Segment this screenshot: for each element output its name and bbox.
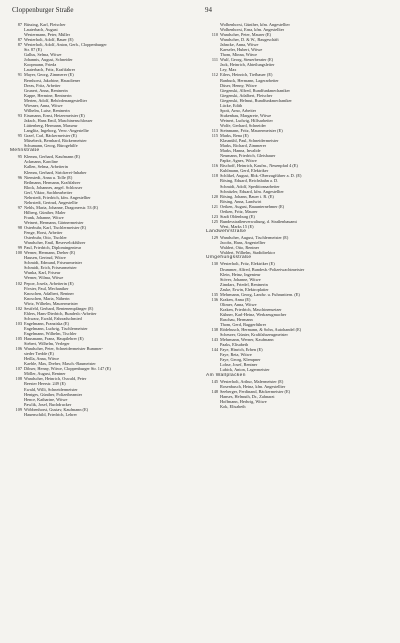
resident-text: Faye, Hinrich, Erben (E) — [220, 347, 263, 353]
resident-text: Nehrstedt, Gertrud, Angestellte — [24, 199, 78, 205]
resident-text: Mehrmann, Georg, Landw. u. Fuhrunttern. (E) — [220, 291, 300, 297]
resident-text: Oetken, August, Bauunternehmer (E) — [220, 203, 285, 209]
resident-text: Werner, Hermann, Dreher (E) — [24, 250, 76, 256]
resident-text: Spott, Arno, Arbeiter — [220, 107, 257, 113]
resident-text: Rosenbusch, Heinz, kfm. Angestellter — [220, 383, 286, 389]
resident-text: Mehrmann, Werner, Kaufmann — [220, 337, 274, 343]
resident-text: Faye, Georg, Klempner — [220, 357, 261, 363]
house-number: 112 — [211, 72, 218, 78]
resident-text: Stukenbau, Margarete, Witwe — [220, 112, 272, 118]
resident-text: Bischoff, Heinrich, Kaufm., Neuenpfad 4 (E) — [220, 163, 298, 169]
resident-text: Frank, Johanne, Witwe — [24, 214, 64, 220]
resident-text: Ehlers, Hans-Diedrich, Bundesb.-Arbeiter — [24, 310, 97, 316]
resident-text: Bernhorst, Jakobine, Hausdiener — [24, 77, 81, 83]
house-number: 143 — [211, 337, 218, 343]
resident-text: Förster, Paul, Mechaniker — [24, 285, 69, 291]
resident-text: Zimdars, Friedel, Rentnerin — [220, 281, 268, 287]
resident-text: Faye, Reta, Witwe — [220, 352, 252, 358]
house-number: 87 — [17, 42, 22, 48]
resident-text: Möller, August, Rentner — [24, 371, 66, 377]
house-number: 118 — [211, 173, 218, 179]
house-number: 95 — [17, 154, 22, 160]
resident-text: Marks, Richard, Zimmerer — [220, 143, 267, 149]
resident-text: Kraken, Friedrich, Maschinensetzer — [220, 306, 282, 312]
house-number: 148 — [211, 388, 218, 394]
right-column — [206, 22, 388, 409]
resident-text: Str. 87 (E) — [24, 47, 42, 53]
directory-entry — [206, 404, 388, 409]
house-number: 116 — [211, 163, 218, 169]
resident-text: Knoschen, Maria, Näherin — [24, 295, 70, 301]
resident-text: Lubick, Anton, Lagermeister — [220, 367, 270, 373]
resident-text: Engelmann, Franziska (E) — [24, 320, 69, 326]
resident-text: Lohse, Josef, Rentner — [220, 362, 258, 368]
resident-text: Klemm, Gerhard, Kaufmann (E) — [24, 154, 80, 160]
house-number: 120 — [211, 193, 218, 199]
resident-text: Schmidt, Edmund, Friseurmeister — [24, 260, 83, 266]
resident-text: Nehrstedt, Friedrich, kfm. Angestellter — [24, 194, 91, 200]
resident-text: Langlitz, Ingeborg, Verw.-Angestellte — [24, 127, 89, 133]
resident-text: Hentges, Günther, Polizeibeamter — [24, 391, 83, 397]
house-number: 136 — [211, 296, 218, 302]
resident-text: Jahncke, Anna, Witwe — [220, 42, 259, 48]
house-number: 109 — [15, 406, 22, 412]
house-number: 135 — [211, 291, 218, 297]
resident-text: Hanses, Helmuth, Dr., Zahnarzt — [220, 393, 275, 399]
resident-text: Wöbbenhorst, Gustav, Kaufmann (E) — [24, 406, 89, 412]
resident-text: Düser, Henny, Witwe — [220, 82, 257, 88]
resident-text: Klein, Heinz, Ingenieur — [220, 271, 261, 277]
house-number: 100 — [15, 250, 22, 256]
resident-text: Steinmann, Fritz, Maurermeister (E) — [220, 127, 283, 133]
resident-text: Müsebeck, Bernhard, Bäckermeister — [24, 138, 87, 144]
resident-text: Paul, Friedrich, Diplomingenieur — [24, 245, 82, 251]
resident-text: Nienstedt, Anna u. Tolle (E) — [24, 174, 73, 180]
house-number: 144 — [211, 347, 218, 353]
resident-text: Wiesner, Anna, Witwe — [24, 102, 63, 108]
resident-text: Raschau, Hermann — [220, 317, 253, 322]
resident-text: Hausmann, Franz, Hauptlehrer (E) — [24, 336, 84, 342]
resident-text: Werner, Wilma, Witwe — [24, 275, 64, 281]
resident-text: Westerholt, Adolf, Anton, Gerh., Cloppenburger — [24, 42, 107, 48]
resident-text: Klemm, Gerhard, Strickerei-Inhaber — [24, 169, 87, 175]
resident-text: Bösing, Johann, Bauer i. R. (E) — [220, 193, 274, 199]
house-number: 123 — [211, 213, 218, 219]
resident-text: Hauenschild, Friedrich, Lehrer — [24, 411, 77, 417]
resident-text: Wandscher, Peter, Maurer (E) — [220, 32, 271, 38]
resident-text: Wilhelm, Luise, Rentnerin — [24, 107, 70, 113]
resident-text: Knoschen, Adalbert, Rentner — [24, 290, 74, 296]
house-number: 105 — [15, 336, 22, 342]
resident-text: Kühner, Karl-Heinz, Werkzeugmacher — [220, 311, 287, 317]
resident-text: Fenge, Horst, Arbeiter — [24, 230, 63, 236]
resident-text: Marks, Rena (E) — [220, 133, 249, 139]
resident-text: Stadt Oldenburg (E) — [220, 213, 255, 219]
resident-text: Bösing, Eduard, Reichsbahn a. D. — [220, 178, 279, 184]
resident-text: Nehls, Maria, Johanne, Dragonerstr. 53 (E) — [24, 204, 99, 210]
resident-text: Beilmann, Hermann, Kraftfahrer — [24, 179, 81, 185]
resident-text: Dibser, Henny, Witwe, Cloppenburger Str. 147 (E) — [24, 366, 111, 372]
house-number: 138 — [211, 327, 218, 333]
resident-text: Hoffmann, Hedwig, Witwe — [220, 398, 267, 404]
section-heading: Landwehrstraße — [206, 228, 247, 234]
resident-text: Westerholt, Arthur, Malermeister (E) — [220, 378, 284, 384]
resident-text: Ewald, Willi, Schneidermeister — [24, 386, 78, 392]
house-number: 145 — [211, 378, 218, 384]
house-number: 98 — [17, 225, 22, 231]
resident-text: Wulf, Georg, Steuerberater (E) — [220, 57, 274, 63]
resident-text: Hilberg, Günther, Maler — [24, 209, 66, 215]
resident-text: Engelmann, Wilhelm, Tischler — [24, 331, 77, 336]
resident-text: Block, Johannes, angel. Schlosser — [24, 184, 83, 190]
resident-text: Lüttenberg, Hermann, Masseur — [24, 122, 78, 128]
resident-text: Eissmann, Ernst, Heizermeister (E) — [24, 112, 85, 118]
resident-text: Jacobs, Hans, Angestellter — [220, 240, 266, 246]
resident-text: Lauterbach, Fritz, Kraftfahrer — [24, 67, 76, 73]
house-number: 129 — [211, 235, 218, 241]
house-number: 111 — [211, 57, 218, 63]
resident-text: Hence, Katharine, Witwe — [24, 396, 68, 402]
resident-text: Wandscher, Peter, Schneidermeister Bummer- — [24, 346, 104, 352]
resident-text: Wolfe, Gerhard, Schneider — [220, 122, 266, 128]
house-number: 103 — [15, 320, 22, 326]
resident-text: Gallus, Selma, Witwe — [24, 52, 62, 58]
resident-text: Beester Heerstr. 249 (E) — [24, 381, 66, 387]
resident-text: Wandscher, Heinrich, Oswald, Peter — [24, 376, 87, 382]
section-heading: Umgehungsstraße — [206, 255, 252, 261]
resident-text: Siebert, Wilhelm, Verleger — [24, 341, 70, 347]
resident-text: Pawlik, Josef, Buchdrucker — [24, 401, 72, 407]
resident-text: Oetken, Fritz, Maurer — [220, 208, 258, 214]
resident-text: Heilla, Anna, Witwe — [24, 356, 60, 362]
resident-text: Ley, Max — [220, 67, 237, 73]
resident-text: Drummer, Alfred, Bundesb.-Polizeiwachtmeister — [220, 266, 305, 272]
resident-text: Wunka, Karl, Friseur — [24, 270, 61, 276]
house-number: 113 — [211, 127, 218, 133]
house-number: 108 — [15, 376, 22, 382]
resident-text: Büssing, Karl, Fleischer — [24, 22, 66, 27]
house-number: 107 — [15, 366, 22, 372]
section-heading: Am Wallplacken — [206, 372, 246, 378]
resident-text: Kraken, Anna (E) — [220, 296, 251, 302]
house-number: 130 — [211, 261, 218, 267]
street-heading: Cloppenburger Straße — [12, 6, 74, 14]
house-number: 102 — [15, 280, 22, 286]
resident-text: Paaks, Elisabeth — [220, 342, 249, 348]
resident-text: Engelmann, Ludwig, Tischlermeister — [24, 325, 88, 331]
resident-text: Bösing, Anna, Landwirt — [220, 198, 262, 204]
resident-text: Wolbenhorst, Erna, kfm. Angestellter — [220, 27, 285, 33]
page-number: 94 — [205, 6, 212, 14]
resident-text: Schnitzler, Eduard, kfm. Angestellter — [220, 188, 284, 194]
resident-text: Westerholt, Adolf, Bauer (E) — [24, 37, 74, 43]
resident-text: Schlikel, August, Rbk.-Oberzugführer a. D. (E) — [220, 173, 302, 179]
resident-text: Wandscher, August, Tischlermeister (E) — [220, 235, 289, 241]
resident-text: Oltmer, Anna, Witwe — [220, 301, 257, 307]
house-number: 125 — [211, 218, 218, 224]
resident-text: Osterbuhr, Karl, Tischlermeister (E) — [24, 225, 87, 231]
resident-text: Weinert, Ludwig, Hilfsarbeiter — [220, 117, 273, 123]
resident-text: Waldert, Otto, Rentner — [220, 245, 260, 251]
resident-text: Zaske, Erwin, Elektroplatier — [220, 286, 269, 292]
resident-text: Banbuck, Hermann, Lagerarbeiter — [220, 77, 279, 83]
house-number: 121 — [211, 203, 218, 209]
resident-text: Giegenski, Helmut, Rundfunkmechaniker — [220, 97, 292, 103]
resident-text: Koopmann, Frieda — [24, 62, 57, 68]
resident-text: Giegenski, Alfred, Rundfunkmechaniker — [220, 87, 290, 93]
resident-text: Seeberger, Ferdinand, Bäckermeister (E) — [220, 388, 291, 394]
directory-entry — [10, 412, 192, 417]
house-number: 95 — [17, 133, 22, 139]
resident-text: Jack, Heinrich, Abteilungsleiter — [220, 62, 275, 68]
resident-text: Dreas, Fritz, Arbeiter — [24, 82, 61, 88]
resident-text: Kallen, Selma, Arbeiterin — [24, 164, 68, 170]
resident-text: Kok, Elisabeth — [220, 403, 246, 409]
house-number: 97 — [17, 204, 22, 210]
house-number: 87 — [17, 37, 22, 43]
resident-text: Bundesstraßenverwaltung, d. Straßenbauamt — [220, 218, 297, 224]
resident-text: Mayer, Georg, Zimmerer (E) — [24, 72, 74, 78]
resident-text: Waldert, Wilhelm, Stadtdirektor — [220, 250, 276, 256]
resident-text: Grunert, Anna, Rentnerin — [24, 87, 68, 93]
left-column — [10, 22, 192, 417]
house-number: 102 — [15, 305, 22, 311]
house-number: 96 — [17, 174, 22, 180]
house-number: 91 — [17, 72, 22, 78]
section-heading: Mehnstraße — [10, 148, 40, 154]
resident-text: Papke, Agnes, Witwe — [220, 158, 257, 164]
house-number: 93 — [17, 112, 22, 118]
resident-text: Kuhlmann, Gerd, Elektriker — [220, 168, 269, 174]
resident-text: Stöver, Johanne, Witwe — [220, 276, 261, 282]
resident-text: Schumann, Georg, Bürogehilfe — [24, 143, 78, 149]
resident-text: Schmidt, Adolf, Speditionsarbeiter — [220, 183, 280, 189]
resident-text: Merten, Adolf, Behördenangestellter — [24, 97, 88, 103]
resident-text: Westerholt, Fritz, Elektriker (E) — [220, 261, 275, 267]
resident-text: Lauterbach, August — [24, 27, 58, 33]
resident-text: Eilers, Heinrich, Tiefbauer (E) — [220, 72, 273, 78]
resident-text: Hausen, Gertrud, Witwe — [24, 255, 66, 261]
resident-text: Wandscher, D. & W., Baugeschäft — [220, 37, 279, 43]
resident-text: Giegenski, Adalbert, Fleischer — [220, 92, 273, 98]
resident-text: Wandscher, Emil, Reservelokführer — [24, 240, 86, 246]
house-number: 106 — [15, 346, 22, 352]
resident-text: Gerl, Viktor, Sachbearbeiter — [24, 189, 73, 195]
resident-text: Rödebusch, Hermann, & Sohn, Autohandel (E) — [220, 327, 302, 333]
resident-text: Kaeseler, Hubert, Witwe — [220, 47, 263, 53]
house-number: 115 — [211, 133, 218, 139]
resident-text: Schmidt, Erich, Friseurmeister — [24, 265, 77, 271]
resident-text: West, Marks 15 (E) — [220, 223, 254, 229]
resident-text: Kaehle, Max, Dreher, Masch.-Baumeister — [24, 361, 96, 367]
resident-text: Johannis, August, Schneider — [24, 57, 73, 63]
resident-text: Wirtz, Wilhelm, Maurermeister — [24, 300, 78, 306]
resident-text: Kappe, Hermine, Rentnerin — [24, 92, 72, 98]
house-number: 87 — [17, 22, 22, 27]
house-number: 99 — [17, 245, 22, 251]
resident-text: Scheurer, Günter, Kraftfahrzeugmeister — [220, 332, 288, 338]
resident-text: Ackmann, Karoline — [24, 159, 58, 165]
house-number: 110 — [211, 32, 218, 38]
resident-text: Sestfeld, Gerhard, Rentenempfänger (E) — [24, 305, 94, 311]
resident-text: Westermann, Peter, Müller — [24, 32, 71, 38]
resident-text: Klasmühl, Paul, Schneidermeister — [220, 138, 279, 144]
resident-text: Weinert, Hermann, Gärtnermeister — [24, 219, 84, 225]
resident-text: Thom, Minna, Witwe — [220, 52, 257, 58]
resident-text: Schwarz, Ewald, Fahrradschmied — [24, 315, 82, 321]
resident-text: Osterbuhr, Otto, Tischler — [24, 235, 67, 241]
resident-text: Neumann, Friedrich, Gleisbauer — [220, 153, 276, 159]
resident-text: Graef, Carl, Bäckermeister (E) — [24, 133, 77, 139]
resident-text: Jaksch, Hans Emil, Maschinenschlosser — [24, 117, 93, 123]
resident-text: steder Tredde (E) — [24, 351, 54, 357]
resident-text: Pepoe, Josefa, Arbeiterin (E) — [24, 280, 74, 286]
resident-text: Marks, Hanna, Invalide — [220, 148, 261, 154]
page-header — [12, 6, 388, 16]
resident-text: Wolbenhorst, Günther, kfm. Angestellter — [220, 22, 290, 27]
resident-text: Thom, Gerd, Baggerführer — [220, 322, 267, 328]
resident-text: Lücke, Edith — [220, 102, 243, 108]
